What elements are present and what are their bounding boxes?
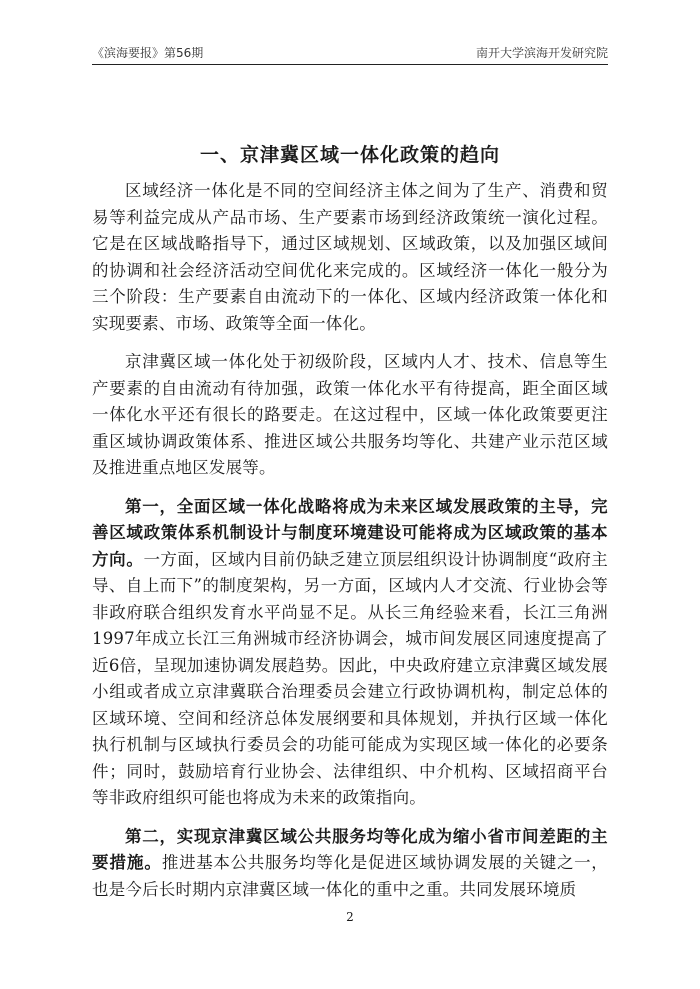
paragraph-1-text: 区域经济一体化是不同的空间经济主体之间为了生产、消费和贸易等利益完成从产品市场、生产要素市场到经济政策统一演化过程。它是在区域战略指导下，通过区域规划、区域政策，以及加强区域间的协调和社会经济活动空间优化来完成的。区域经济一体化一般分为三个阶段：生产要素自由流动下的一体化、区域内经济政策一体化和实现要素、市场、政策等全面一体化。: [92, 181, 608, 333]
page-number: 2: [346, 910, 354, 924]
paragraph-4-text: 推进基本公共服务均等化是促进区域协调发展的关键之一，也是今后长时期内京津冀区域一体化的重中之重。共同发展环境质: [92, 853, 609, 899]
paragraph-2-text: 京津冀区域一体化处于初级阶段，区域内人才、技术、信息等生产要素的自由流动有待加强，政策一体化水平有待提高，距全面区域一体化水平还有很长的路要走。在这过程中，区域一体化政策要更注重区域协调政策体系、推进区域公共服务均等化、共建产业示范区域及推进重点地区发展等。: [92, 352, 608, 477]
paragraph-4: [92, 824, 608, 904]
page-header: [92, 42, 608, 65]
paragraph-3-lead: 第一，全面区域一体化战略将成为未来区域发展政策的主导，完善区域政策体系机制设计与制度环境建设可能将成为区域政策的基本方向。: [92, 496, 608, 569]
section-title: 一、京津冀区域一体化政策的趋向: [199, 144, 500, 166]
paragraph-2: [92, 349, 608, 482]
paragraph-1: [92, 178, 608, 337]
body-text: [92, 178, 608, 915]
paragraph-3: [92, 494, 608, 812]
header-publication: 《滨海要报》第56期: [92, 46, 204, 60]
paragraph-4-lead: 第二，实现京津冀区域公共服务均等化成为缩小省市间差距的主要措施。: [92, 826, 608, 872]
header-institution: 南开大学滨海开发研究院: [475, 46, 608, 60]
paragraph-3-text: 一方面，区域内目前仍缺乏建立顶层组织设计协调制度“政府主导、自上而下”的制度架构，另一方面，区域内人才交流、行业协会等非政府联合组织发育水平尚显不足。从长三角经验来看，长江三角洲1997年成立长江三角洲城市经济协调会，城市间发展区同速度提高了近6倍，呈现加速协调发展趋势。因此，中央政府建立京津冀区域发展小组或者成立京津冀联合治理委员会建立行政协调机构，制定总体的区域环境、空间和经济总体发展纲要和具体规划，并执行区域一体化执行机制与区域执行委员会的功能可能成为实现区域一体化的必要条件；同时，鼓励培育行业协会、法律组织、中介机构、区域招商平台等非政府组织可能也将成为未来的政策指向。: [92, 549, 608, 807]
